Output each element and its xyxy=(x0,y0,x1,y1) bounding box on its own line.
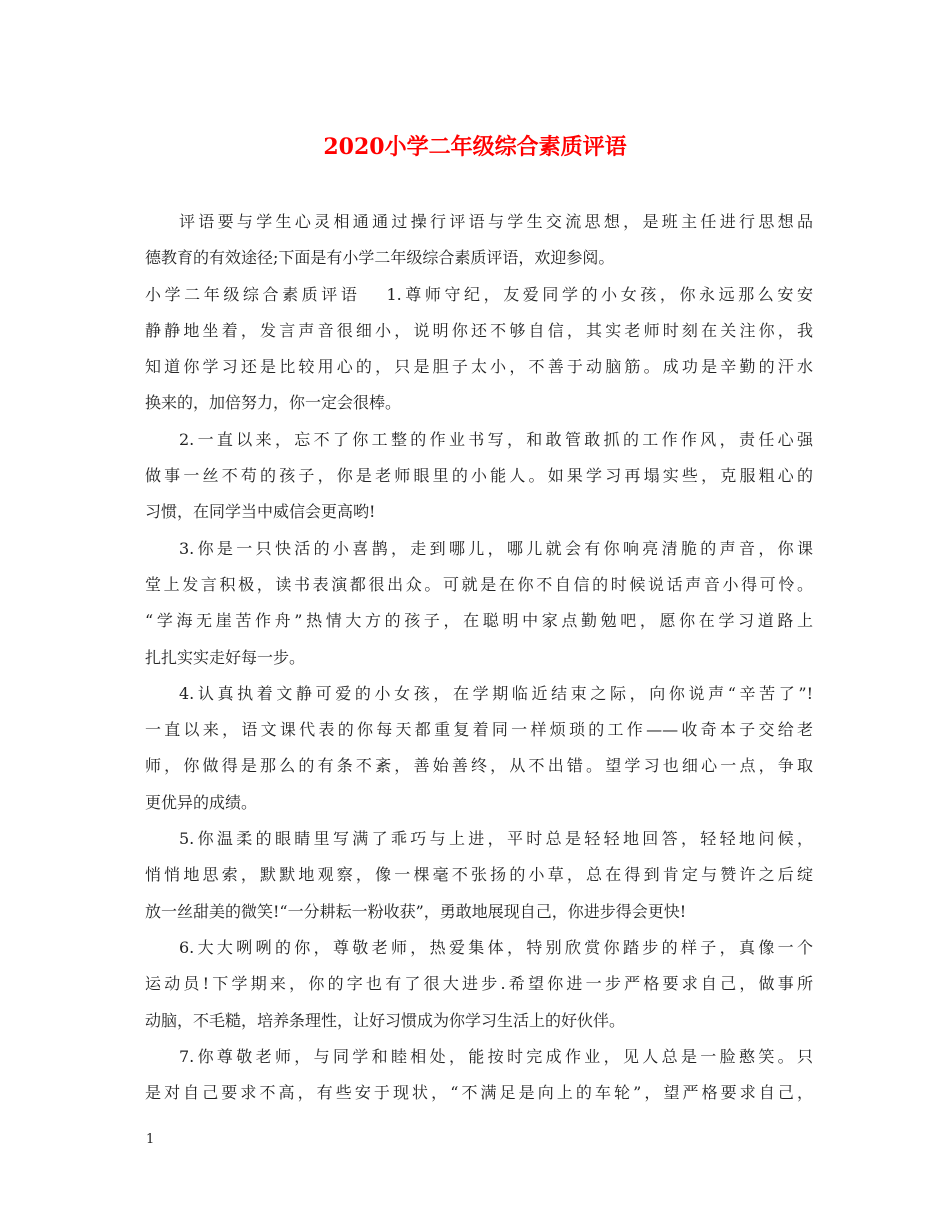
paragraph-line: 运动员!下学期来，你的字也有了很大进步.希望你进一步严格要求自己，做事所 xyxy=(145,974,813,994)
paragraph-line: 堂上发言积极，读书表演都很出众。可就是在你不自信的时候说话声音小得可怜。 xyxy=(145,574,813,594)
comment-item-start: 1.尊师守纪，友爱同学的小女孩，你永远那么安安 xyxy=(386,284,813,304)
paragraph-line: 6.大大咧咧的你，尊敬老师，热爱集体，特别欣赏你踏步的样子，真像一个 xyxy=(179,937,813,957)
paragraph-line: 5.你温柔的眼睛里写满了乖巧与上进，平时总是轻轻地回答，轻轻地问候， xyxy=(179,829,813,849)
paragraph-line: 师，你做得是那么的有条不紊，善始善终，从不出错。望学习也细心一点，争取 xyxy=(145,756,813,776)
paragraph-line: 换来的，加倍努力，你一定会很棒。 xyxy=(145,393,402,413)
paragraph-line: 4.认真执着文静可爱的小女孩，在学期临近结束之际，向你说声“辛苦了”! xyxy=(179,683,813,703)
paragraph-line: 扎扎实实走好每一步。 xyxy=(145,647,306,667)
paragraph-line: 习惯，在同学当中威信会更高哟! xyxy=(145,502,376,522)
section-heading: 小学二年级综合素质评语 xyxy=(145,284,361,304)
paragraph-line: 7.你尊敬老师，与同学和睦相处，能按时完成作业，见人总是一脸憨笑。只 xyxy=(179,1046,813,1066)
paragraph-line: “学海无崖苦作舟”热情大方的孩子，在聪明中家点勤勉吧，愿你在学习道路上 xyxy=(145,611,813,631)
paragraph-line xyxy=(145,277,813,313)
page-number: 1 xyxy=(146,1132,155,1147)
paragraph-line: 动脑，不毛糙，培养条理性，让好习惯成为你学习生活上的好伙伴。 xyxy=(145,1010,626,1030)
paragraph-line: 2.一直以来，忘不了你工整的作业书写，和敢管敢抓的工作作风，责任心强 xyxy=(179,429,813,449)
paragraph-line: 是对自己要求不高，有些安于现状，“不满足是向上的车轮”，望严格要求自己， xyxy=(145,1083,813,1103)
paragraph-line: 做事一丝不苟的孩子，你是老师眼里的小能人。如果学习再塌实些，克服粗心的 xyxy=(145,466,813,486)
document-body xyxy=(145,204,813,1111)
paragraph-line: 一直以来，语文课代表的你每天都重复着同一样烦琐的工作——收奇本子交给老 xyxy=(145,720,813,740)
paragraph-line: 3.你是一只快活的小喜鹊，走到哪儿，哪儿就会有你响亮清脆的声音，你课 xyxy=(179,538,813,558)
paragraph-line: 静静地坐着，发言声音很细小，说明你还不够自信，其实老师时刻在关注你，我 xyxy=(145,320,813,340)
paragraph-line: 德教育的有效途径;下面是有小学二年级综合素质评语，欢迎参阅。 xyxy=(145,248,615,268)
paragraph-line: 评语要与学生心灵相通通过操行评语与学生交流思想，是班主任进行思想品 xyxy=(179,212,813,231)
paragraph-line: 悄悄地思索，默默地观察，像一棵毫不张扬的小草，总在得到肯定与赞许之后绽 xyxy=(145,865,813,885)
paragraph-line: 更优异的成绩。 xyxy=(145,792,258,812)
paragraph-line: 知道你学习还是比较用心的，只是胆子太小，不善于动脑筋。成功是辛勤的汗水 xyxy=(145,357,813,377)
paragraph-line: 放一丝甜美的微笑!“一分耕耘一粉收获”，勇敢地展现自己，你进步得会更快! xyxy=(145,901,687,921)
document-title: 2020小学二年级综合素质评语 xyxy=(323,134,627,160)
